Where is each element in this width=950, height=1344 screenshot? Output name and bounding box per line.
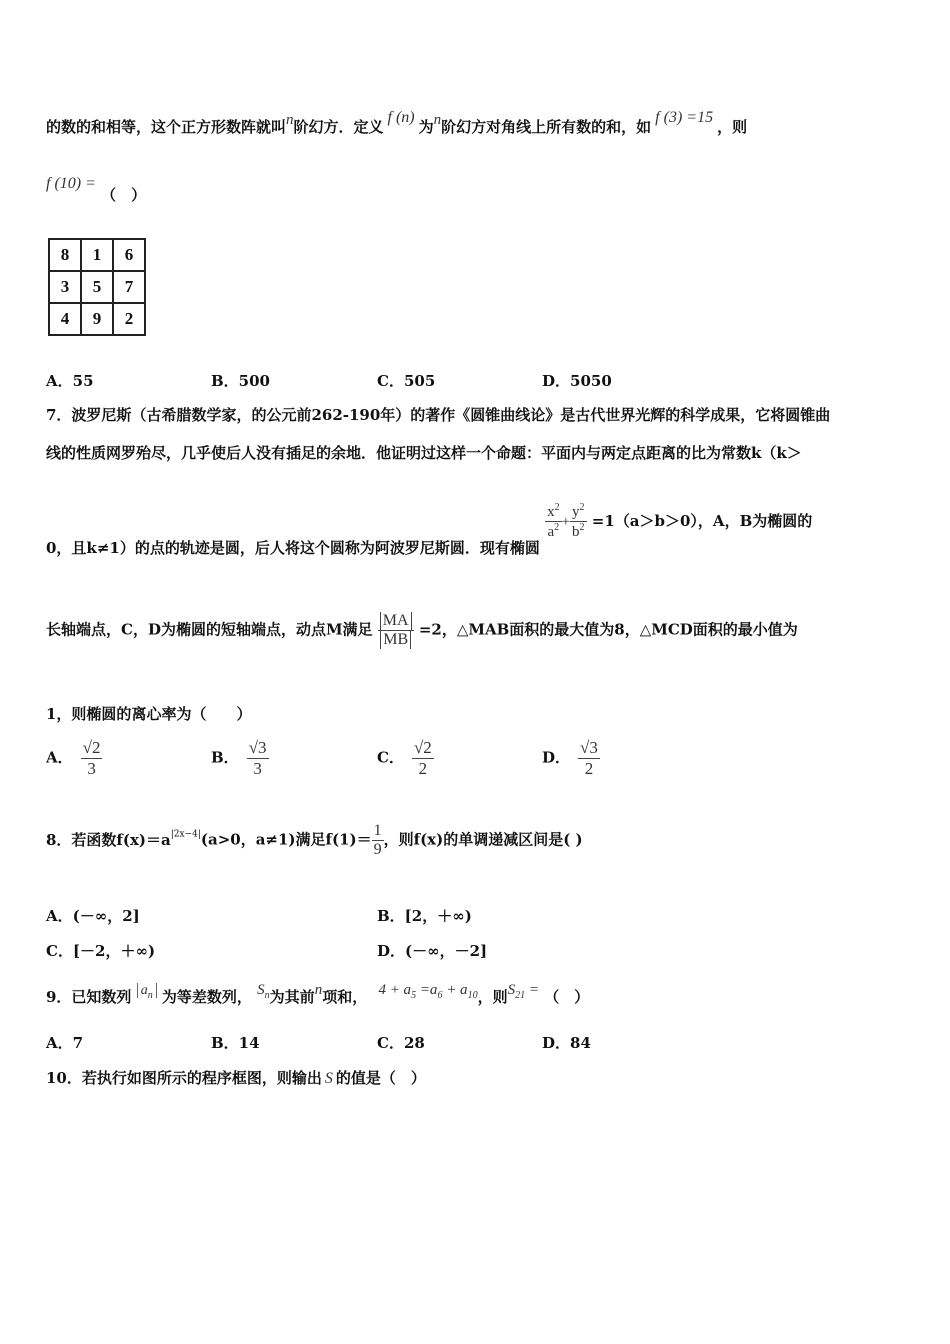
fraction-x2-a2 (545, 502, 562, 541)
q7-option-c[interactable] (377, 738, 434, 779)
frac-num: √2 (413, 738, 432, 757)
q7-line3 (46, 502, 813, 557)
sub-n: n (264, 990, 270, 1001)
sq-exp: 2 (579, 502, 585, 513)
q7-option-b[interactable] (211, 738, 269, 779)
grid-cell: 9 (81, 303, 113, 335)
sub-n: n (147, 989, 153, 1001)
grid-row (49, 303, 145, 335)
y-var: y (572, 504, 580, 520)
fraction-y2-b2 (570, 502, 587, 541)
q8-option-b[interactable]: B．[2，＋∞) (377, 907, 472, 925)
frac-num: √3 (248, 738, 267, 757)
option-label: D． (542, 748, 571, 767)
q6-option-b[interactable]: B．500 (211, 372, 270, 390)
q6-text-1: 的数的和相等，这个正方形数阵就叫 (46, 118, 287, 136)
q8-option-d[interactable]: D．(－∞，－2] (377, 942, 488, 960)
option-label: B． (211, 748, 239, 767)
q6-f10: f (10) = (46, 175, 96, 192)
q7-line5: 1，则椭圆的离心率为（ ） (46, 705, 252, 723)
frac-den (570, 522, 587, 541)
q7-line2: 线的性质网罗殆尽，几乎使后人没有插足的余地．他证明过这样一个命题：平面内与两定点距离的比为常数k（k＞ (46, 444, 802, 462)
q6-text-5: ，则 (717, 118, 748, 136)
frac-den: 2 (418, 759, 428, 778)
frac-den (545, 522, 562, 541)
frac-num: 1 (373, 822, 382, 839)
q9-option-d[interactable]: D．84 (542, 1034, 591, 1052)
frac-num (570, 502, 587, 522)
grid-cell: 8 (49, 239, 81, 271)
eq-sub: 5 (411, 990, 417, 1001)
q6-n-2: n (433, 112, 442, 128)
q7-option-a[interactable] (46, 738, 102, 779)
fraction-one-ninth (372, 822, 384, 859)
q7-line4 (46, 612, 798, 649)
q6-option-c[interactable]: C．505 (377, 372, 436, 390)
q9-text-3: 为其前 (269, 988, 315, 1006)
q6-answer-paren: （ ） (101, 186, 147, 204)
q9-s21 (507, 982, 539, 1001)
eq-part: 4 + a (378, 982, 412, 998)
q6-text-2: 阶幻方．定义 (293, 118, 384, 136)
a-var: a (140, 983, 148, 998)
option-label: A． (46, 748, 73, 767)
a-var: a (547, 524, 555, 540)
abs-ma: MA (380, 612, 412, 630)
q6-line2 (46, 175, 147, 204)
eq-sub: 6 (437, 990, 443, 1001)
sq-exp: 2 (579, 522, 585, 533)
q10-stem (46, 1067, 426, 1088)
option-fraction (81, 738, 103, 779)
eq-part: =a (416, 982, 438, 998)
q9-text-2: 为等差数列， (161, 988, 252, 1006)
q8-stem (46, 822, 583, 859)
q9-sequence (137, 983, 157, 1001)
sub-21: 21 (515, 990, 526, 1001)
q10-text-1: 10．若执行如图所示的程序框图，则输出 (46, 1069, 322, 1087)
frac-num: √3 (580, 738, 598, 757)
q7-line3-text: 0，且k≠1）的点的轨迹是圆，后人将这个圆称为阿波罗尼斯圆．现有椭圆 (46, 538, 540, 557)
b-var: b (572, 524, 580, 540)
frac-den (378, 631, 414, 649)
q8-text-3: ，则f(x)的单调递减区间是( ) (383, 830, 583, 849)
frac-num (545, 502, 562, 522)
q9-n: n (314, 982, 323, 998)
frac-num: √2 (82, 738, 101, 757)
option-fraction (578, 738, 600, 779)
eq-sign: = (525, 982, 539, 998)
x-var: x (547, 504, 555, 520)
eq-sub: 10 (467, 990, 478, 1001)
grid-row (49, 239, 145, 271)
frac-num (378, 612, 414, 631)
grid-cell: 4 (49, 303, 81, 335)
q6-text-3: 为 (418, 118, 434, 136)
q9-sn (257, 982, 270, 1001)
s-var: S (257, 982, 265, 998)
grid-cell: 1 (81, 239, 113, 271)
eq-part: + a (442, 982, 468, 998)
q6-option-d[interactable]: D．5050 (542, 372, 612, 390)
q8-option-a[interactable]: A．(－∞，2] (46, 907, 140, 925)
sq-exp: 2 (554, 502, 560, 513)
q6-option-a[interactable]: A．55 (46, 372, 94, 390)
q6-text-4: 阶幻方对角线上所有数的和，如 (441, 118, 652, 136)
q6-line1 (46, 109, 748, 137)
grid-cell: 2 (113, 303, 145, 335)
frac-den: 2 (584, 759, 594, 778)
magic-square (48, 238, 146, 336)
q8-text-2: (a>0，a≠1)满足f(1)＝ (200, 830, 372, 849)
plus-sign: + (561, 513, 571, 530)
frac-den: 3 (253, 759, 262, 778)
q8-text-1: 8．若函数f(x)＝a (46, 830, 171, 849)
q6-n-1: n (286, 112, 294, 128)
grid-cell: 3 (49, 271, 81, 303)
q9-answer-paren: （ ） (544, 988, 590, 1006)
q9-stem (46, 978, 590, 1006)
q9-text-4: 项和， (322, 988, 368, 1006)
q9-option-b[interactable]: B．14 (211, 1034, 260, 1052)
fraction-ma-mb (378, 612, 414, 649)
frac-den: 3 (87, 759, 96, 778)
q8-exponent: |2x−4| (170, 829, 201, 840)
q9-option-c[interactable]: C．28 (377, 1034, 425, 1052)
sq-exp: 2 (554, 522, 560, 533)
q7-line3-tail: =1（a＞b＞0），A，B为椭圆的 (591, 511, 813, 530)
grid-row (49, 271, 145, 303)
grid-cell: 7 (113, 271, 145, 303)
option-fraction (247, 738, 269, 779)
q6-fn: f (n) (387, 109, 415, 126)
option-fraction (412, 738, 434, 779)
frac-den: 9 (373, 841, 382, 858)
q9-equation (378, 982, 478, 1001)
s-var: S (507, 982, 516, 998)
q6-f3: f (3) =15 (655, 109, 714, 126)
q10-s-var: S (324, 1070, 333, 1087)
q7-line4-tail: =2，△MAB面积的最大值为8，△MCD面积的最小值为 (418, 620, 798, 639)
q9-option-a[interactable]: A．7 (46, 1034, 84, 1052)
q9-text-5: ，则 (477, 988, 508, 1006)
option-label: C． (377, 748, 404, 767)
grid-cell: 5 (81, 271, 113, 303)
q9-text-1: 9．已知数列 (46, 988, 132, 1006)
abs-mb: MB (380, 631, 411, 649)
q7-line1: 7．波罗尼斯（古希腊数学家，的公元前262-190年）的著作《圆锥曲线论》是古代世界光辉的科学成果，它将圆锥曲 (46, 406, 831, 424)
q7-option-d[interactable] (542, 738, 600, 779)
q7-line4-text: 长轴端点，C，D为椭圆的短轴端点，动点M满足 (46, 620, 373, 639)
q8-option-c[interactable]: C．[－2，＋∞) (46, 942, 156, 960)
grid-cell: 6 (113, 239, 145, 271)
q10-text-2: 的值是（ ） (335, 1069, 426, 1087)
